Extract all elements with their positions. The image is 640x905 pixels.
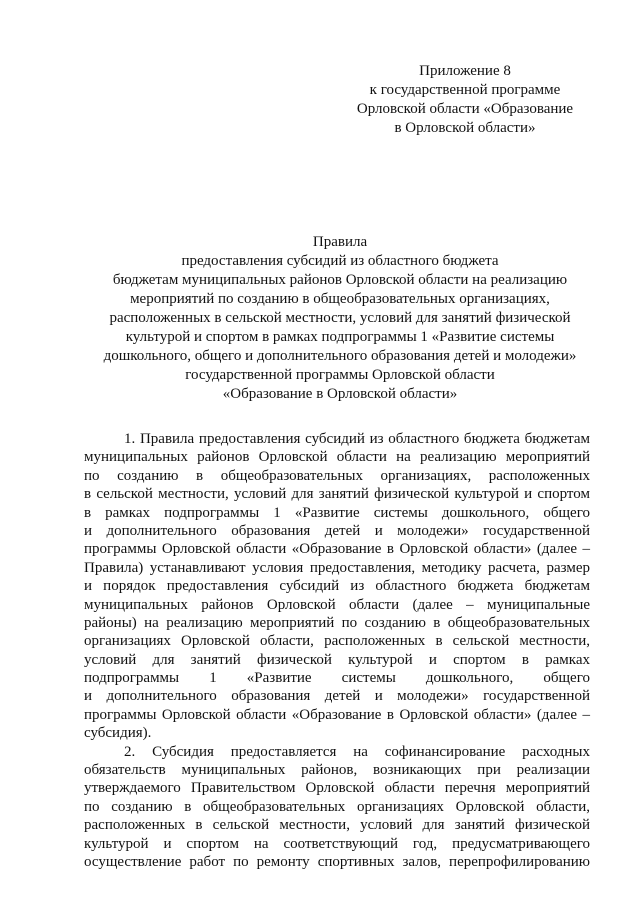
paragraph-line: муниципальных районов Орловской области (далее – муниципальные	[84, 596, 590, 613]
paragraph-line: в сельской местности, условий для занятий физической культурой и спортом	[84, 486, 590, 503]
rules-title	[70, 233, 610, 404]
rules-title-line: «Образование в Орловской области»	[222, 386, 458, 402]
document-body	[84, 430, 590, 871]
paragraph-line: по созданию в общеобразовательных организациях, расположенных	[84, 467, 590, 484]
paragraph-2	[84, 743, 590, 872]
paragraph-line: по созданию в общеобразовательных организациях Орловской области,	[84, 798, 590, 815]
paragraph-line: районы) на реализацию мероприятий по созданию в общеобразовательных	[84, 614, 590, 631]
paragraph-line: программы Орловской области «Образование в Орловской области» (далее –	[84, 706, 590, 723]
appendix-header	[340, 62, 590, 138]
paragraph-line: и дополнительного образования детей и молодежи» государственной	[84, 522, 590, 539]
paragraph-line: и дополнительного образования детей и молодежи» государственной	[84, 688, 590, 705]
paragraph-line: муниципальных районов Орловской области на реализацию мероприятий	[84, 449, 590, 466]
rules-title-line: мероприятий по созданию в общеобразовательных организациях,	[130, 291, 550, 307]
paragraph-line: программы Орловской области «Образование в Орловской области» (далее –	[84, 541, 590, 558]
paragraph-line: организациях Орловской области, расположенных в сельской местности,	[84, 633, 590, 650]
paragraph-line: в рамках подпрограммы 1 «Развитие системы дошкольного, общего	[84, 504, 590, 521]
rules-title-line: культурой и спортом в рамках подпрограммы 1 «Развитие системы	[125, 329, 555, 345]
appendix-line: к государственной программе	[369, 82, 561, 98]
paragraph-line: субсидия).	[84, 725, 152, 742]
appendix-line: в Орловской области»	[394, 120, 536, 136]
paragraph-line: условий для занятий физической культурой и спортом в рамках	[84, 651, 590, 668]
paragraph-line: утверждаемого Правительством Орловской области перечня мероприятий	[84, 780, 590, 797]
paragraph-line: осуществление работ по ремонту спортивных залов, перепрофилированию	[84, 853, 590, 870]
paragraph-1	[84, 430, 590, 743]
appendix-line: Орловской области «Образование	[356, 101, 574, 117]
rules-title-line: бюджетам муниципальных районов Орловской области на реализацию	[112, 272, 568, 288]
paragraph-line: культурой и спортом на соответствующий год, предусматривающего	[84, 835, 590, 852]
appendix-line: Приложение 8	[419, 63, 511, 79]
paragraph-line: подпрограммы 1 «Развитие системы дошкольного, общего	[84, 670, 590, 687]
paragraph-line: и порядок предоставления субсидий из областного бюджета бюджетам	[84, 578, 590, 595]
paragraph-line: Правила) устанавливают условия предоставления, методику расчета, размер	[84, 559, 590, 576]
paragraph-line: 2. Субсидия предоставляется на софинансирование расходных	[124, 743, 590, 760]
rules-title-line: предоставления субсидий из областного бюджета	[181, 253, 499, 269]
paragraph-line: расположенных в сельской местности, условий для занятий физической	[84, 817, 590, 834]
rules-title-line: дошкольного, общего и дополнительного образования детей и молодежи»	[103, 348, 577, 364]
paragraph-line: 1. Правила предоставления субсидий из областного бюджета бюджетам	[124, 431, 590, 447]
paragraph-line: обязательств муниципальных районов, возникающих при реализации	[84, 762, 590, 779]
rules-title-line: государственной программы Орловской области	[185, 367, 495, 383]
rules-title-line: расположенных в сельской местности, условий для занятий физической	[109, 310, 571, 326]
rules-title-line: Правила	[312, 234, 368, 250]
